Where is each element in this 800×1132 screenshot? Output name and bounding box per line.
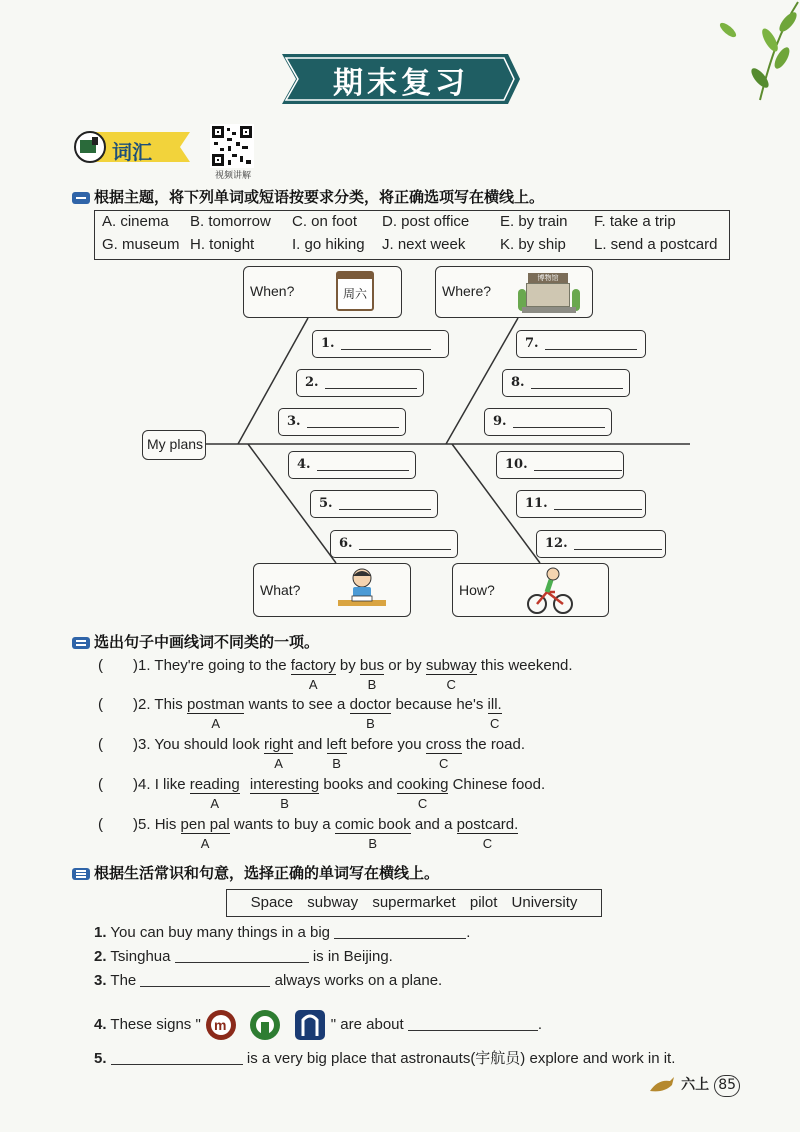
question-5: [98, 816, 519, 851]
underlined-word-b: [249, 776, 320, 811]
question-text: and a: [414, 816, 453, 833]
answer-paren-open: (: [98, 736, 103, 753]
question-number: 1.: [138, 657, 151, 674]
fill-sentence-4: [94, 1008, 542, 1042]
label-a: A: [211, 716, 221, 731]
fill-sentence-5: [94, 1047, 675, 1068]
blank-1-line[interactable]: [341, 334, 431, 350]
blank-10[interactable]: [496, 451, 624, 479]
label-b: B: [332, 756, 341, 771]
blank-11-line[interactable]: [554, 494, 642, 510]
question-number: 3.: [138, 736, 151, 753]
label-c: C: [489, 716, 500, 731]
question-text: books and: [323, 776, 393, 793]
question-text: They're going to the: [154, 657, 287, 674]
question-2: [98, 696, 502, 731]
underlined-word-c: [425, 657, 477, 692]
sentence-text: These signs ": [110, 1015, 201, 1033]
blank-8-number: 8.: [511, 375, 525, 390]
label-c: C: [439, 756, 449, 771]
sentence-number: 5.: [94, 1050, 107, 1067]
blank-1-number: 1.: [321, 336, 335, 351]
question-text: His: [154, 816, 177, 833]
question-text: by: [339, 657, 356, 674]
section-number-three-icon: [72, 868, 90, 880]
word-b: bus: [359, 657, 385, 674]
blank-8[interactable]: [502, 369, 630, 397]
blank-12[interactable]: [536, 530, 666, 558]
fill-sentence-1: [94, 924, 470, 941]
word-c: cross: [425, 736, 462, 753]
option-g: G. museum: [102, 236, 180, 253]
blank-10-number: 10.: [505, 457, 528, 472]
word-b: interesting: [249, 776, 320, 793]
vocab-label: 词汇: [112, 140, 152, 164]
option-a: A. cinema: [102, 213, 169, 230]
sentence-text: The: [110, 972, 137, 989]
word-c: subway: [425, 657, 477, 674]
blank-9-number: 9.: [493, 414, 507, 429]
option-f: F. take a trip: [594, 213, 676, 230]
how-box: [452, 563, 609, 617]
fill-blank-3[interactable]: [140, 986, 270, 987]
word-bank: Space subway supermarket pilot University: [226, 889, 602, 917]
where-box: [435, 266, 593, 318]
question-text: this weekend.: [480, 657, 573, 674]
blank-8-line[interactable]: [531, 373, 623, 389]
section1-instruction: 根据主题，将下列单词或短语按要求分类，将正确选项写在横线上。: [94, 188, 545, 206]
fill-blank-4[interactable]: [408, 1030, 538, 1031]
question-number: 4.: [138, 776, 151, 793]
fill-blank-5[interactable]: [111, 1064, 243, 1065]
calendar-icon: [336, 271, 374, 311]
how-label: How?: [459, 582, 495, 598]
question-text: wants to buy a: [233, 816, 331, 833]
blank-6-line[interactable]: [359, 534, 451, 550]
underlined-word-b: [359, 657, 385, 692]
section2-instruction: 选出句子中画线词不同类的一项。: [94, 633, 320, 651]
option-j: J. next week: [382, 236, 466, 253]
word-b: comic book: [334, 816, 411, 833]
fill-blank-1[interactable]: [334, 938, 466, 939]
question-number: 2.: [138, 696, 151, 713]
label-c: C: [417, 796, 428, 811]
page-footer: [648, 1074, 740, 1097]
blank-5-number: 5.: [319, 496, 333, 511]
answer-paren-close: ): [133, 657, 138, 674]
underlined-word-a: [263, 736, 294, 771]
svg-text:m: m: [213, 1017, 227, 1033]
option-c: C. on foot: [292, 213, 358, 230]
section-number-two-icon: [72, 637, 90, 649]
blank-12-number: 12.: [545, 536, 568, 551]
word-a: postman: [186, 696, 245, 713]
blank-4-line[interactable]: [317, 455, 409, 471]
grade-label: 六上: [681, 1077, 710, 1093]
page-number: 85: [714, 1075, 740, 1097]
answer-paren-close: ): [133, 816, 138, 833]
underlined-word-a: [186, 696, 245, 731]
underlined-word-c: [487, 696, 502, 731]
subway-signs-icon: [201, 1008, 331, 1042]
my-plans-box: [142, 430, 206, 460]
sentence-text: Tsinghua: [110, 948, 171, 965]
answer-paren-close: ): [133, 736, 138, 753]
blank-4[interactable]: [288, 451, 416, 479]
blank-3[interactable]: [278, 408, 406, 436]
blank-7-line[interactable]: [545, 334, 637, 350]
sentence-text: You can buy many things in a big: [110, 924, 331, 941]
blank-2[interactable]: [296, 369, 424, 397]
blank-6[interactable]: [330, 530, 458, 558]
my-plans-label: My plans: [147, 436, 204, 452]
answer-paren-open: (: [98, 776, 103, 793]
blank-7[interactable]: [516, 330, 646, 358]
sentence-number: 3.: [94, 972, 107, 989]
underlined-word-a: [290, 657, 336, 692]
calendar-text: 周六: [342, 287, 367, 301]
word-a: pen pal: [180, 816, 230, 833]
answer-paren-open: (: [98, 816, 103, 833]
underlined-word-a: [180, 816, 230, 851]
underlined-word-b: [334, 816, 411, 851]
word-c: postcard.: [456, 816, 519, 833]
blank-3-number: 3.: [287, 414, 301, 429]
section3-heading: [72, 862, 439, 883]
question-text: I like: [154, 776, 186, 793]
option-k: K. by ship: [500, 236, 566, 253]
underlined-word-b: [349, 696, 392, 731]
question-text: wants to see a: [248, 696, 346, 713]
word-c: cooking: [396, 776, 449, 793]
blank-10-line[interactable]: [534, 455, 622, 471]
what-label: What?: [260, 582, 301, 598]
label-c: C: [482, 836, 493, 851]
question-4: [98, 776, 546, 811]
page-title: 期末复习: [333, 66, 469, 101]
blank-9[interactable]: [484, 408, 612, 436]
label-c: C: [446, 677, 456, 692]
cyclist-icon: [525, 566, 575, 616]
museum-icon: [518, 271, 580, 315]
option-l: L. send a postcard: [594, 236, 718, 253]
section2-heading: [72, 631, 319, 652]
question-text: Chinese food.: [452, 776, 546, 793]
option-e: E. by train: [500, 213, 568, 230]
blank-6-number: 6.: [339, 536, 353, 551]
fill-blank-2[interactable]: [175, 962, 309, 963]
option-h: H. tonight: [190, 236, 255, 253]
sentence-number: 1.: [94, 924, 107, 941]
when-box: [243, 266, 402, 318]
label-b: B: [280, 796, 289, 811]
question-text: You should look: [154, 736, 260, 753]
underlined-word-c: [425, 736, 462, 771]
blank-12-line[interactable]: [574, 534, 662, 550]
fill-sentence-2: [94, 948, 393, 965]
question-number: 5.: [138, 816, 151, 833]
underlined-word-c: [456, 816, 519, 851]
blank-1[interactable]: [312, 330, 449, 358]
sentence-text: always works on a plane.: [274, 972, 443, 989]
label-b: B: [367, 677, 377, 692]
blank-3-line[interactable]: [307, 412, 399, 428]
question-text: before you: [350, 736, 422, 753]
underlined-word-b: [326, 736, 347, 771]
underlined-word-c: [396, 776, 449, 811]
label-a: A: [200, 836, 210, 851]
museum-sign: 博物馆: [528, 273, 568, 283]
word-a: reading: [189, 776, 240, 793]
blank-4-number: 4.: [297, 457, 311, 472]
sentence-number: 4.: [94, 1015, 107, 1033]
option-b: B. tomorrow: [190, 213, 271, 230]
answer-paren-close: ): [133, 776, 138, 793]
bird-icon: [648, 1075, 676, 1095]
label-b: B: [368, 836, 378, 851]
qr-caption: 视频讲解: [214, 171, 251, 181]
sentence-text: is in Beijing.: [312, 948, 393, 965]
word-b: left: [326, 736, 347, 753]
blank-2-number: 2.: [305, 375, 319, 390]
label-a: A: [274, 756, 283, 771]
blank-11-number: 11.: [525, 496, 548, 511]
where-label: Where?: [442, 283, 492, 299]
question-text: the road.: [465, 736, 526, 753]
underlined-word-a: [189, 776, 240, 811]
blank-11[interactable]: [516, 490, 646, 518]
blank-2-line[interactable]: [325, 373, 417, 389]
word-a: factory: [290, 657, 336, 674]
blank-7-number: 7.: [525, 336, 539, 351]
label-a: A: [210, 796, 220, 811]
answer-paren-open: (: [98, 696, 103, 713]
answer-paren-close: ): [133, 696, 138, 713]
fill-sentence-3: [94, 972, 442, 989]
what-box: [253, 563, 411, 617]
student-reading-icon: [332, 566, 392, 614]
word-c: ill.: [487, 696, 502, 713]
sentence-text: is a very big place that astronauts(宇航员) explore and work in it.: [246, 1050, 676, 1067]
question-3: [98, 736, 526, 771]
label-b: B: [366, 716, 375, 731]
blank-5[interactable]: [310, 490, 438, 518]
word-a: right: [263, 736, 294, 753]
question-1: [98, 657, 573, 692]
word-b: doctor: [349, 696, 392, 713]
blank-9-line[interactable]: [513, 412, 605, 428]
sentence-number: 2.: [94, 948, 107, 965]
question-text: This: [154, 696, 183, 713]
section3-instruction: 根据生活常识和句意，选择正确的单词写在横线上。: [94, 864, 440, 882]
question-text: or by: [388, 657, 422, 674]
sentence-text: " are about: [330, 1015, 404, 1033]
sentence-text: .: [537, 1015, 543, 1033]
answer-paren-open: (: [98, 657, 103, 674]
option-d: D. post office: [382, 213, 470, 230]
option-i: I. go hiking: [292, 236, 365, 253]
when-label: When?: [250, 283, 295, 299]
question-text: because he's: [395, 696, 484, 713]
blank-5-line[interactable]: [339, 494, 431, 510]
label-a: A: [308, 677, 318, 692]
question-text: and: [297, 736, 323, 753]
sentence-text: .: [466, 924, 471, 941]
